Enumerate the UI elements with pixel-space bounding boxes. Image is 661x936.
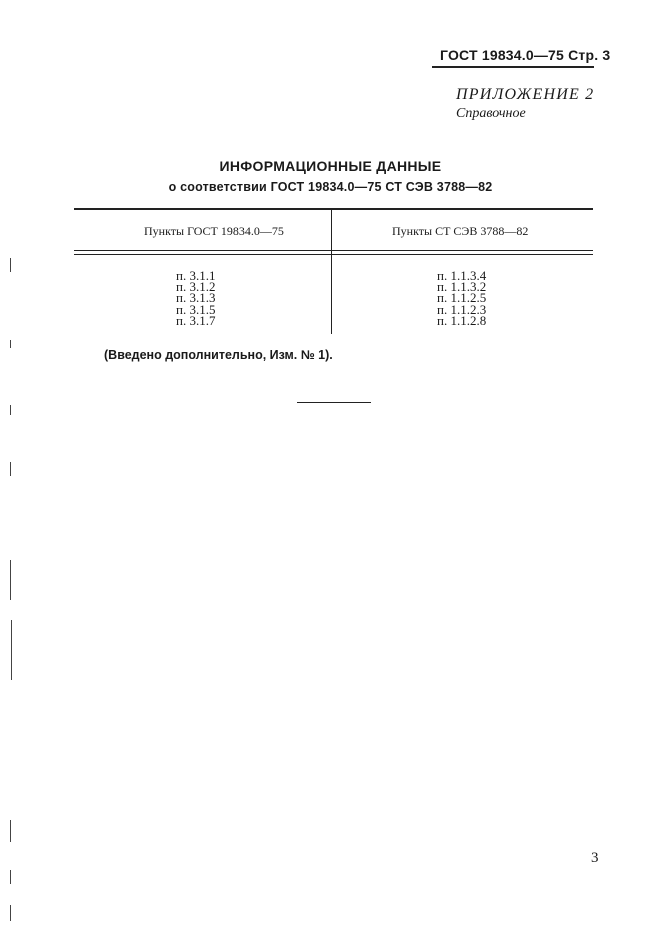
table-header-rule-double [74, 254, 593, 255]
appendix-type: Справочное [456, 106, 526, 121]
scan-margin-mark [10, 258, 11, 272]
table-cell-st-sev-clause: п. 1.1.2.8 [437, 312, 487, 328]
table-cell-gost-clause: п. 3.1.7 [176, 312, 216, 328]
amendment-note: (Введено дополнительно, Изм. № 1). [104, 348, 333, 362]
gost-clause-list [176, 270, 215, 326]
table-column-divider [331, 209, 332, 334]
appendix-label: ПРИЛОЖЕНИЕ 2 [456, 86, 595, 103]
scan-margin-mark [10, 870, 11, 884]
header-doc-code: ГОСТ 19834.0—75 Стр. 3 [440, 47, 611, 63]
table-cell-st-sev-clause: п. 1.1.3.2 [437, 279, 487, 295]
section-end-rule [297, 402, 371, 403]
header-underline [432, 66, 594, 68]
table-cell-gost-clause: п. 3.1.3 [176, 290, 216, 306]
table-cell-gost-clause: п. 3.1.1 [176, 268, 216, 283]
scan-margin-mark [10, 340, 11, 348]
table-cell-st-sev-clause: п. 1.1.3.4 [437, 268, 487, 283]
table-top-rule [74, 208, 593, 210]
table-cell-st-sev-clause: п. 1.1.2.5 [437, 290, 487, 306]
scan-margin-mark [10, 560, 11, 600]
page-number: 3 [591, 850, 599, 866]
document-subtitle: о соответствии ГОСТ 19834.0—75 СТ СЭВ 3788—82 [168, 180, 493, 194]
scan-margin-mark [10, 820, 11, 842]
st-sev-clause-list [437, 270, 486, 326]
document-title: ИНФОРМАЦИОННЫЕ ДАННЫЕ [219, 158, 442, 174]
table-cell-st-sev-clause: п. 1.1.2.3 [437, 301, 487, 317]
scan-margin-mark [10, 905, 11, 921]
table-cell-gost-clause: п. 3.1.2 [176, 279, 216, 295]
column-header-gost: Пункты ГОСТ 19834.0—75 [144, 224, 284, 238]
scan-margin-mark [10, 462, 11, 476]
column-header-st-sev: Пункты СТ СЭВ 3788—82 [392, 224, 529, 238]
scan-margin-mark [10, 405, 11, 415]
table-header-rule [74, 250, 593, 251]
table-cell-gost-clause: п. 3.1.5 [176, 301, 216, 317]
scan-margin-mark [11, 620, 12, 680]
